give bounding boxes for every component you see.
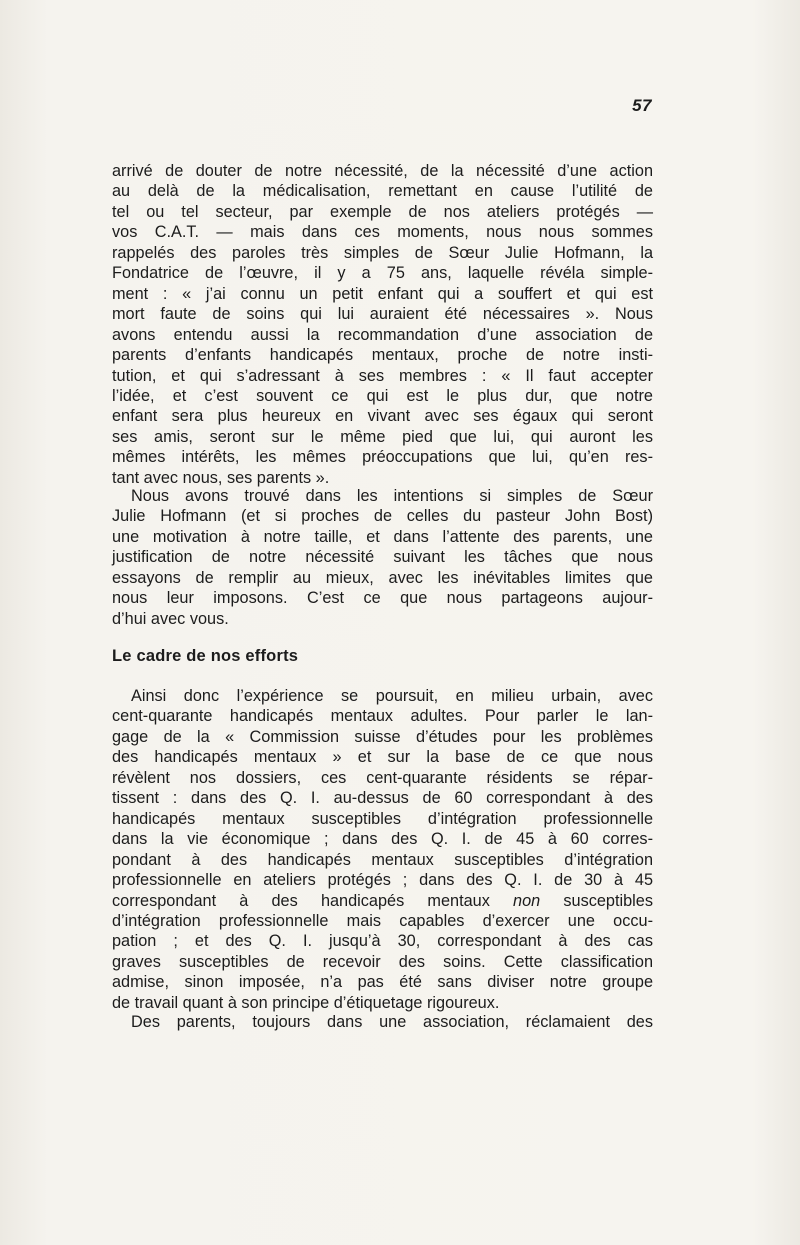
text-line: de travail quant à son principe d’étiquetage rigoureux. (112, 993, 500, 1012)
paragraph-2 (112, 486, 653, 629)
text-line: Julie Hofmann (et si proches de celles du pasteur John Bost) (112, 507, 653, 526)
text-line: parents d’enfants handicapés mentaux, proche de notre insti- (112, 346, 653, 365)
text-line: vos C.A.T. — mais dans ces moments, nous nous sommes (112, 223, 653, 242)
text-line: nous leur imposons. C’est ce que nous partageons aujour- (112, 589, 653, 608)
text-line: dans la vie économique ; dans des Q. I. de 45 à 60 corres- (112, 830, 653, 849)
text-line: pation ; et des Q. I. jusqu’à 30, correspondant à des cas (112, 932, 653, 951)
text-line: tissent : dans des Q. I. au-dessus de 60 correspondant à des (112, 789, 653, 808)
text-line: l’idée, et c’est souvent ce qui est le plus dur, que notre (112, 386, 653, 405)
text-line: révèlent nos dossiers, ces cent-quarante résidents se répar- (112, 768, 653, 787)
text-line: graves susceptibles de recevoir des soins. Cette classification (112, 952, 653, 971)
emphasis-word: non (513, 891, 541, 910)
text-line: essayons de remplir au mieux, avec les inévitables limites que (112, 568, 653, 587)
text-line: mêmes intérêts, les mêmes préoccupations que lui, qu’en res- (112, 448, 653, 467)
text-line: d’hui avec vous. (112, 609, 229, 628)
text-line: professionnelle en ateliers protégés ; dans des Q. I. de 30 à 45 (112, 871, 653, 890)
text-line-emphasis: correspondant à des handicapés mentaux non susceptibles (112, 891, 653, 910)
text-line: Nous avons trouvé dans les intentions si simples de Sœur (131, 487, 653, 505)
text-line: pondant à des handicapés mentaux susceptibles d’intégration (112, 850, 653, 869)
text-line: Ainsi donc l’expérience se poursuit, en milieu urbain, avec (131, 687, 653, 705)
text-line: ment : « j’ai connu un petit enfant qui a souffert et qui est (112, 284, 653, 303)
text-line: Des parents, toujours dans une association, réclamaient des (131, 1013, 653, 1031)
text-line: justification de notre nécessité suivant les tâches que nous (112, 548, 653, 567)
text-line: enfant sera plus heureux en vivant avec ses égaux qui seront (112, 407, 653, 426)
section-heading: Le cadre de nos efforts (112, 647, 299, 665)
text-line: cent-quarante handicapés mentaux adultes. Pour parler le lan- (112, 707, 653, 726)
text-line: gage de la « Commission suisse d’études pour les problèmes (112, 727, 653, 746)
text-line: au delà de la médicalisation, remettant en cause l’utilité de (112, 182, 653, 201)
text-line: mort faute de soins qui lui auraient été nécessaires ». Nous (112, 305, 653, 324)
text-line: Fondatrice de l’œuvre, il y a 75 ans, laquelle révéla simple- (112, 264, 653, 283)
paragraph-3 (112, 686, 653, 1013)
text-line: arrivé de douter de notre nécessité, de la nécessité d’une action (112, 162, 653, 180)
text-line: handicapés mentaux susceptibles d’intégration professionnelle (112, 809, 653, 828)
text-line: avons entendu aussi la recommandation d’une association de (112, 325, 653, 344)
text-line: une motivation à notre taille, et dans l’attente des parents, une (112, 527, 653, 546)
page-number: 57 (632, 96, 652, 115)
paragraph-4 (112, 1012, 653, 1032)
text-line: des handicapés mentaux » et sur la base de ce que nous (112, 748, 653, 767)
text-line: tel ou tel secteur, par exemple de nos ateliers protégés — (112, 202, 653, 221)
text-line: admise, sinon imposée, n’a pas été sans diviser notre groupe (112, 973, 653, 992)
text-line: ses amis, seront sur le même pied que lui, qui auront les (112, 427, 653, 446)
text-line: tant avec nous, ses parents ». (112, 468, 330, 487)
text-line: d’intégration professionnelle mais capables d’exercer une occu- (112, 911, 653, 930)
text-line: tution, et qui s’adressant à ses membres : « Il faut accepter (112, 366, 653, 385)
paragraph-1 (112, 161, 653, 488)
text-line: rappelés des paroles très simples de Sœur Julie Hofmann, la (112, 243, 653, 262)
